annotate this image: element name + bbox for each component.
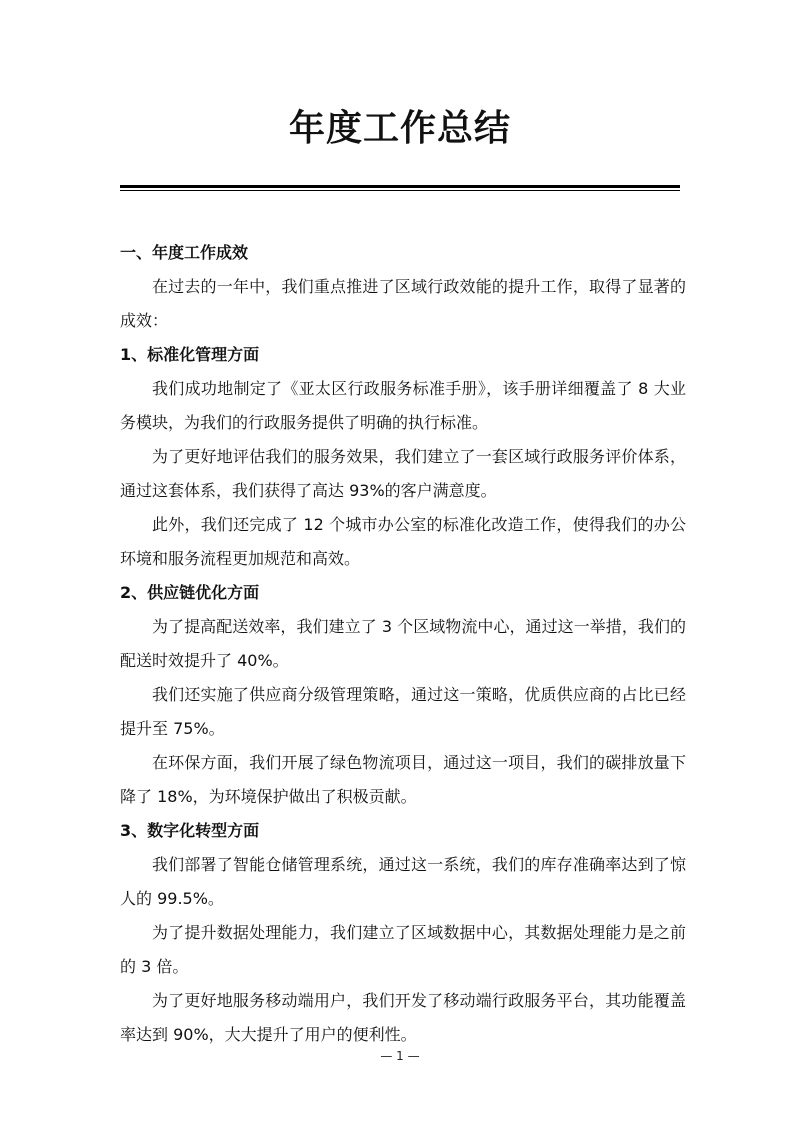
paragraph: 为了更好地评估我们的服务效果，我们建立了一套区域行政服务评价体系，通过这套体系，我们获得了高达 93%的客户满意度。 (120, 447, 686, 500)
paragraph: 为了提升数据处理能力，我们建立了区域数据中心，其数据处理能力是之前的 3 倍。 (120, 923, 686, 976)
document-body (120, 236, 686, 1052)
section-heading-results: 一、年度工作成效 (120, 243, 249, 262)
paragraph: 我们部署了智能仓储管理系统，通过这一系统，我们的库存准确率达到了惊人的 99.5%。 (120, 855, 686, 908)
title-divider-thin (120, 190, 680, 191)
section-heading-supply-chain: 2、供应链优化方面 (120, 583, 260, 602)
paragraph: 为了更好地服务移动端用户，我们开发了移动端行政服务平台，其功能覆盖率达到 90%，大大提升了用户的便利性。 (120, 991, 686, 1044)
paragraph: 为了提高配送效率，我们建立了 3 个区域物流中心，通过这一举措，我们的配送时效提升了 40%。 (120, 617, 686, 670)
paragraph: 此外，我们还完成了 12 个城市办公室的标准化改造工作，使得我们的办公环境和服务流程更加规范和高效。 (120, 515, 686, 568)
paragraph: 在过去的一年中，我们重点推进了区域行政效能的提升工作，取得了显著的成效： (120, 277, 686, 330)
title-divider-thick (120, 185, 680, 188)
paragraph: 我们还实施了供应商分级管理策略，通过这一策略，优质供应商的占比已经提升至 75%。 (120, 685, 686, 738)
paragraph: 在环保方面，我们开展了绿色物流项目，通过这一项目，我们的碳排放量下降了 18%，为环境保护做出了积极贡献。 (120, 753, 686, 806)
page-number: — 1 — (380, 1049, 420, 1063)
document-title: 年度工作总结 (288, 108, 511, 149)
section-heading-digital: 3、数字化转型方面 (120, 821, 260, 840)
section-heading-standardization: 1、标准化管理方面 (120, 345, 260, 364)
paragraph: 我们成功地制定了《亚太区行政服务标准手册》，该手册详细覆盖了 8 大业务模块，为我们的行政服务提供了明确的执行标准。 (120, 379, 686, 432)
